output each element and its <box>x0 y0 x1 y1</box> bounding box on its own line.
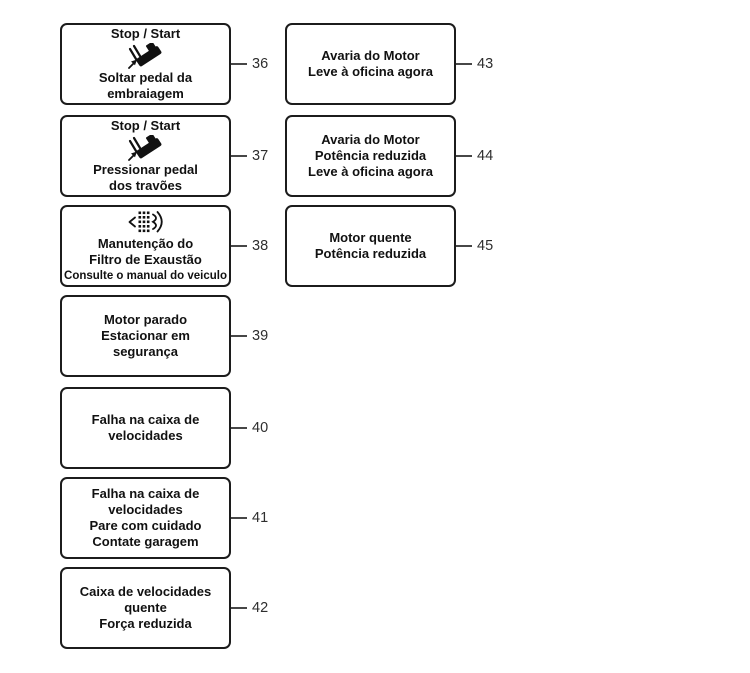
reference-number: 40 <box>252 420 269 436</box>
message-text-line: quente <box>124 600 167 615</box>
message-row-36 <box>60 23 268 105</box>
message-text-line: Pare com cuidado <box>89 518 202 533</box>
message-text-line: Manutenção do <box>97 236 194 251</box>
message-text-line: Motor parado <box>103 312 188 327</box>
reference-number: 45 <box>477 238 494 254</box>
message-row-38 <box>60 205 268 287</box>
message-text-line: embraiagem <box>107 86 184 101</box>
message-text-line: Soltar pedal da <box>98 70 193 85</box>
message-text-line: Caixa de velocidades <box>79 584 212 599</box>
message-text-line: Contate garagem <box>92 534 199 549</box>
message-text-line: dos travões <box>109 178 182 193</box>
reference-number: 38 <box>252 238 269 254</box>
message-text-line: Força reduzida <box>99 616 192 631</box>
reference-number: 41 <box>252 510 269 526</box>
message-text-line: segurança <box>112 344 179 359</box>
message-text-line: Potência reduzida <box>314 148 427 163</box>
message-text-line: Leve à oficina agora <box>308 64 433 79</box>
exhaust-filter-icon <box>125 209 167 235</box>
connector-line <box>456 155 472 157</box>
reference-number: 39 <box>252 328 269 344</box>
reference-number: 36 <box>252 56 269 72</box>
message-box-45 <box>285 205 456 287</box>
message-text-line: Falha na caixa de <box>91 412 200 427</box>
message-box-40 <box>60 387 231 469</box>
message-row-39 <box>60 295 268 377</box>
message-box-41 <box>60 477 231 559</box>
message-text-line: Motor quente <box>329 230 412 245</box>
connector-line <box>231 607 247 609</box>
message-text-line: Filtro de Exaustão <box>89 252 202 267</box>
message-text-line: Pressionar pedal <box>93 162 198 177</box>
reference-number: 44 <box>477 148 494 164</box>
message-text-line: Potência reduzida <box>314 246 427 261</box>
message-text-line: Avaria do Motor <box>321 132 420 147</box>
message-row-44 <box>285 115 493 197</box>
message-box-38 <box>60 205 231 287</box>
message-text-line: Avaria do Motor <box>321 48 420 63</box>
message-box-43 <box>285 23 456 105</box>
message-text-line: Falha na caixa de <box>91 486 200 501</box>
message-box-42 <box>60 567 231 649</box>
reference-number: 42 <box>252 600 269 616</box>
connector-line <box>231 245 247 247</box>
message-text-line: velocidades <box>108 428 183 443</box>
message-box-36 <box>60 23 231 105</box>
foot-pedal-icon <box>126 135 166 161</box>
connector-line <box>231 63 247 65</box>
connector-line <box>231 427 247 429</box>
reference-number: 43 <box>477 56 494 72</box>
message-text-line: Stop / Start <box>110 26 181 41</box>
message-row-37 <box>60 115 268 197</box>
message-box-37 <box>60 115 231 197</box>
message-text-line: velocidades <box>108 502 183 517</box>
message-row-42 <box>60 567 268 649</box>
message-box-39 <box>60 295 231 377</box>
reference-number: 37 <box>252 148 269 164</box>
message-row-40 <box>60 387 268 469</box>
message-row-45 <box>285 205 493 287</box>
connector-line <box>456 245 472 247</box>
connector-line <box>231 155 247 157</box>
connector-line <box>456 63 472 65</box>
message-text-line: Leve à oficina agora <box>308 164 433 179</box>
foot-pedal-icon <box>126 43 166 69</box>
connector-line <box>231 335 247 337</box>
connector-line <box>231 517 247 519</box>
message-text-line: Estacionar em <box>101 328 190 343</box>
message-row-43 <box>285 23 493 105</box>
message-row-41 <box>60 477 268 559</box>
message-text-line: Stop / Start <box>110 118 181 133</box>
message-box-44 <box>285 115 456 197</box>
message-text-line: Consulte o manual do veiculo <box>64 270 227 282</box>
